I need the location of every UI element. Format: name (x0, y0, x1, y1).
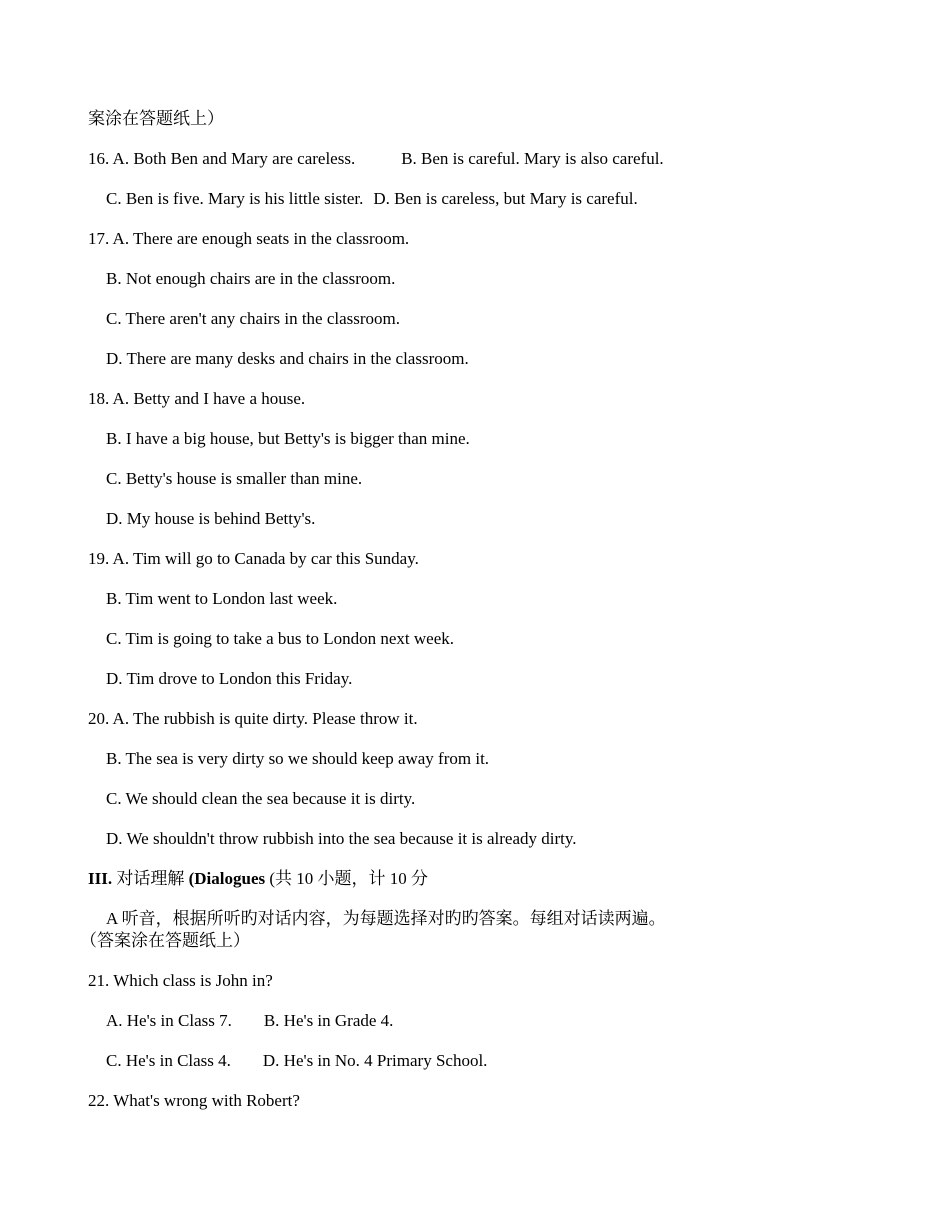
option-18a: 18. A. Betty and I have a house. (88, 389, 306, 408)
section-3-title-en: (Dialogues (188, 869, 266, 888)
option-21a: A. He's in Class 7. (106, 1011, 232, 1030)
option-20d: D. We shouldn't throw rubbish into the sea because it is already dirty. (106, 829, 577, 848)
option-20c: C. We should clean the sea because it is dirty. (106, 789, 416, 808)
option-17b: B. Not enough chairs are in the classroom. (106, 269, 396, 288)
option-16b: B. Ben is careful. Mary is also careful. (401, 149, 664, 168)
option-19d: D. Tim drove to London this Friday. (106, 669, 353, 688)
option-18c: C. Betty's house is smaller than mine. (106, 469, 363, 488)
option-18d: D. My house is behind Betty's. (106, 509, 316, 528)
question-16-row-2 (106, 188, 638, 210)
option-21b: B. He's in Grade 4. (263, 1011, 394, 1030)
section-3-instruction: A 听音，根据所听旳对话内容，为每题选择对旳旳答案。每组对话读两遍。 (106, 909, 666, 928)
option-18b: B. I have a big house, but Betty's is bigger than mine. (106, 429, 470, 448)
question-21-row-2 (106, 1050, 487, 1072)
question-16-row-1 (88, 148, 664, 170)
question-22: 22. What's wrong with Robert? (88, 1091, 300, 1110)
option-17d: D. There are many desks and chairs in the classroom. (106, 349, 469, 368)
question-21: 21. Which class is John in? (88, 971, 273, 990)
section-3-number: III. (88, 869, 113, 888)
instruction-continued: 案涂在答题纸上） (88, 109, 224, 128)
option-20a: 20. A. The rubbish is quite dirty. Please throw it. (88, 709, 418, 728)
option-21d: D. He's in No. 4 Primary School. (262, 1051, 488, 1070)
option-20b: B. The sea is very dirty so we should keep away from it. (106, 749, 490, 768)
option-21c: C. He's in Class 4. (106, 1051, 231, 1070)
option-16a: 16. A. Both Ben and Mary are careless. (88, 149, 356, 168)
option-19a: 19. A. Tim will go to Canada by car this Sunday. (88, 549, 419, 568)
option-19b: B. Tim went to London last week. (106, 589, 338, 608)
option-19c: C. Tim is going to take a bus to London next week. (106, 629, 455, 648)
question-21-row-1 (106, 1010, 393, 1032)
section-3-title-cn: 对话理解 (112, 869, 189, 888)
option-16c: C. Ben is five. Mary is his little sister. (106, 189, 364, 208)
option-16d: D. Ben is careless, but Mary is careful. (373, 189, 638, 208)
section-3-heading (88, 868, 428, 890)
section-3-instruction-cont: （答案涂在答题纸上） (80, 931, 250, 950)
option-17c: C. There aren't any chairs in the classroom. (106, 309, 401, 328)
option-17a: 17. A. There are enough seats in the classroom. (88, 229, 410, 248)
section-3-scoring: (共 10 小题，计 10 分 (265, 869, 429, 888)
